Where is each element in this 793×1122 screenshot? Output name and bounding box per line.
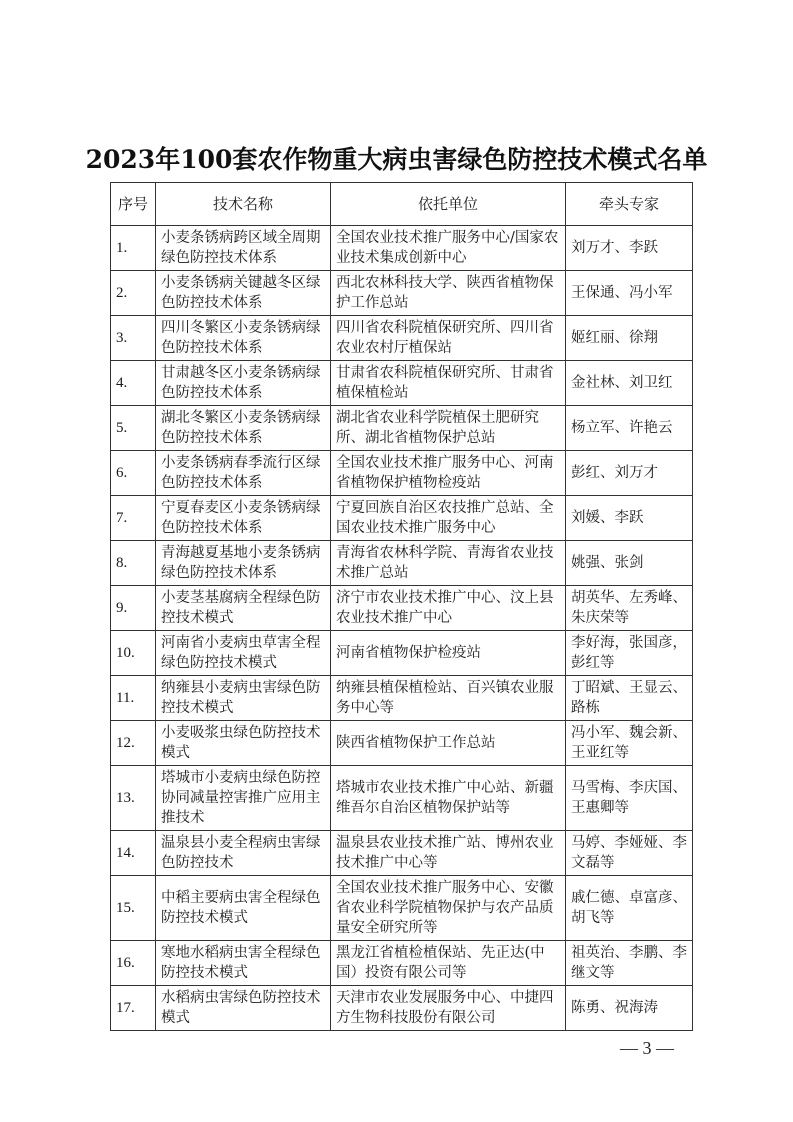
header-supporting-unit: 依托单位	[331, 183, 566, 226]
table-row	[111, 586, 693, 631]
table-row	[111, 226, 693, 271]
supporting-unit: 塔城市农业技术推广中心站、新疆维吾尔自治区植物保护站等	[331, 766, 566, 831]
supporting-unit: 纳雍县植保植检站、百兴镇农业服务中心等	[331, 676, 566, 721]
table-row	[111, 496, 693, 541]
supporting-unit: 西北农林科技大学、陕西省植物保护工作总站	[331, 271, 566, 316]
lead-expert: 刘万才、李跃	[566, 226, 693, 271]
technology-name: 小麦条锈病春季流行区绿色防控技术体系	[156, 451, 331, 496]
page-number: — 3 —	[620, 1038, 674, 1058]
lead-expert: 姚强、张剑	[566, 541, 693, 586]
technology-list-table	[110, 182, 693, 1031]
table-body	[111, 226, 693, 1031]
header-technology-name: 技术名称	[156, 183, 331, 226]
supporting-unit: 黑龙江省植检植保站、先正达(中国）投资有限公司等	[331, 941, 566, 986]
technology-name: 四川冬繁区小麦条锈病绿色防控技术体系	[156, 316, 331, 361]
row-index: 17.	[111, 986, 156, 1031]
table-row	[111, 876, 693, 941]
table-row	[111, 721, 693, 766]
table-row	[111, 271, 693, 316]
supporting-unit: 全国农业技术推广服务中心/国家农业技术集成创新中心	[331, 226, 566, 271]
table-row	[111, 316, 693, 361]
table-header-row	[111, 183, 693, 226]
technology-name: 小麦条锈病关键越冬区绿色防控技术体系	[156, 271, 331, 316]
technology-name: 小麦吸浆虫绿色防控技术模式	[156, 721, 331, 766]
technology-name: 青海越夏基地小麦条锈病绿色防控技术体系	[156, 541, 331, 586]
lead-expert: 祖英治、李鹏、李继文等	[566, 941, 693, 986]
row-index: 6.	[111, 451, 156, 496]
table-row	[111, 631, 693, 676]
table-row	[111, 831, 693, 876]
lead-expert: 马雪梅、李庆国、王惠卿等	[566, 766, 693, 831]
technology-name: 小麦茎基腐病全程绿色防控技术模式	[156, 586, 331, 631]
table-row	[111, 541, 693, 586]
table-row	[111, 941, 693, 986]
table-row	[111, 986, 693, 1031]
lead-expert: 陈勇、祝海涛	[566, 986, 693, 1031]
lead-expert: 丁昭斌、王显云、路栋	[566, 676, 693, 721]
technology-name: 温泉县小麦全程病虫害绿色防控技术	[156, 831, 331, 876]
technology-name: 湖北冬繁区小麦条锈病绿色防控技术体系	[156, 406, 331, 451]
row-index: 8.	[111, 541, 156, 586]
lead-expert: 戚仁德、卓富彦、胡飞等	[566, 876, 693, 941]
table-row	[111, 766, 693, 831]
table-row	[111, 676, 693, 721]
supporting-unit: 全国农业技术推广服务中心、河南省植物保护植物检疫站	[331, 451, 566, 496]
lead-expert: 刘媛、李跃	[566, 496, 693, 541]
technology-name: 宁夏春麦区小麦条锈病绿色防控技术体系	[156, 496, 331, 541]
supporting-unit: 青海省农林科学院、青海省农业技术推广总站	[331, 541, 566, 586]
technology-name: 中稻主要病虫害全程绿色防控技术模式	[156, 876, 331, 941]
row-index: 3.	[111, 316, 156, 361]
technology-name: 小麦条锈病跨区域全周期绿色防控技术体系	[156, 226, 331, 271]
row-index: 9.	[111, 586, 156, 631]
supporting-unit: 温泉县农业技术推广站、博州农业技术推广中心等	[331, 831, 566, 876]
row-index: 11.	[111, 676, 156, 721]
document-title: 2023年100套农作物重大病虫害绿色防控技术模式名单	[85, 145, 708, 174]
supporting-unit: 济宁市农业技术推广中心、汶上县农业技术推广中心	[331, 586, 566, 631]
supporting-unit: 全国农业技术推广服务中心、安徽省农业科学院植物保护与农产品质量安全研究所等	[331, 876, 566, 941]
row-index: 5.	[111, 406, 156, 451]
technology-name: 水稻病虫害绿色防控技术模式	[156, 986, 331, 1031]
lead-expert: 姬红丽、徐翔	[566, 316, 693, 361]
table-row	[111, 451, 693, 496]
supporting-unit: 湖北省农业科学院植保土肥研究所、湖北省植物保护总站	[331, 406, 566, 451]
row-index: 12.	[111, 721, 156, 766]
row-index: 13.	[111, 766, 156, 831]
lead-expert: 彭红、刘万才	[566, 451, 693, 496]
supporting-unit: 河南省植物保护检疫站	[331, 631, 566, 676]
table-row	[111, 361, 693, 406]
row-index: 15.	[111, 876, 156, 941]
lead-expert: 金社林、刘卫红	[566, 361, 693, 406]
row-index: 4.	[111, 361, 156, 406]
row-index: 1.	[111, 226, 156, 271]
technology-name: 寒地水稻病虫害全程绿色防控技术模式	[156, 941, 331, 986]
supporting-unit: 宁夏回族自治区农技推广总站、全国农业技术推广服务中心	[331, 496, 566, 541]
lead-expert: 王保通、冯小军	[566, 271, 693, 316]
technology-name: 河南省小麦病虫草害全程绿色防控技术模式	[156, 631, 331, 676]
supporting-unit: 四川省农科院植保研究所、四川省农业农村厅植保站	[331, 316, 566, 361]
row-index: 2.	[111, 271, 156, 316]
table-row	[111, 406, 693, 451]
header-lead-expert: 牵头专家	[566, 183, 693, 226]
row-index: 7.	[111, 496, 156, 541]
header-index: 序号	[111, 183, 156, 226]
technology-name: 塔城市小麦病虫绿色防控协同减量控害推广应用主推技术	[156, 766, 331, 831]
lead-expert: 马婷、李娅娅、李文磊等	[566, 831, 693, 876]
supporting-unit: 陕西省植物保护工作总站	[331, 721, 566, 766]
lead-expert: 杨立军、许艳云	[566, 406, 693, 451]
technology-name: 甘肃越冬区小麦条锈病绿色防控技术体系	[156, 361, 331, 406]
supporting-unit: 甘肃省农科院植保研究所、甘肃省植保植检站	[331, 361, 566, 406]
technology-name: 纳雍县小麦病虫害绿色防控技术模式	[156, 676, 331, 721]
row-index: 14.	[111, 831, 156, 876]
lead-expert: 冯小军、魏会新、王亚红等	[566, 721, 693, 766]
row-index: 10.	[111, 631, 156, 676]
row-index: 16.	[111, 941, 156, 986]
lead-expert: 李好海，张国彦，彭红等	[566, 631, 693, 676]
lead-expert: 胡英华、左秀峰、朱庆荣等	[566, 586, 693, 631]
supporting-unit: 天津市农业发展服务中心、中捷四方生物科技股份有限公司	[331, 986, 566, 1031]
